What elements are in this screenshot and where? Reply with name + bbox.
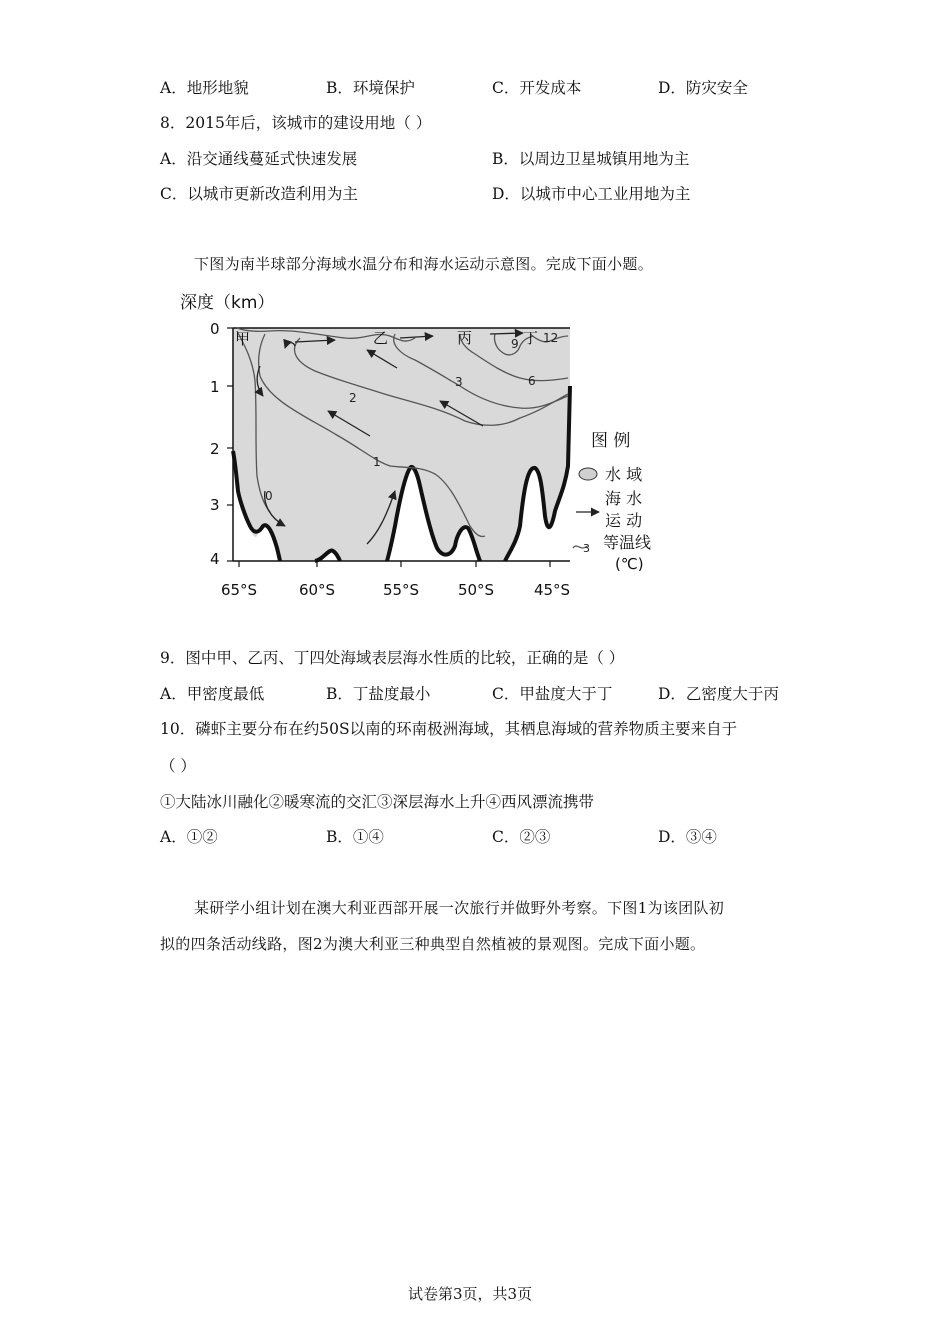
legend-isotherm-line2: (℃) [615,555,644,573]
q9-option-b: B．丁盐度最小 [326,685,431,703]
q9-option-d: D．乙密度大于丙 [658,685,779,703]
q8-option-b: B．以周边卫星城镇用地为主 [492,150,690,168]
lat-tick-50: 50°S [457,581,495,599]
legend-isotherm-sample: 3 [583,542,590,555]
q8-stem: 8．2015年后，该城市的建设用地（ ） [160,114,432,132]
q8-option-d: D．以城市中心工业用地为主 [492,185,691,203]
place-label-yi: 乙 [373,329,389,347]
place-label-jia: 甲 [235,330,251,348]
passage-australia-line2: 拟的四条活动线路，图2为澳大利亚三种典型自然植被的景观图。完成下面小题。 [160,935,706,953]
lat-tick-45: 45°S [533,581,571,599]
q9-option-c: C．甲盐度大于丁 [492,685,613,703]
q10-stem-line1: 10．磷虾主要分布在约50S以南的环南极洲海域，其栖息海域的营养物质主要来自于 [160,720,738,738]
passage-ocean-intro: 下图为南半球部分海域水温分布和海水运动示意图。完成下面小题。 [194,255,654,273]
legend-title: 图 例 [591,431,631,451]
lat-tick-65: 65°S [220,581,258,599]
q7-option-d: D．防灾安全 [658,79,748,97]
legend [573,431,651,573]
q8-option-a: A．沿交通线蔓延式快速发展 [160,150,358,168]
q10-option-c: C．②③ [492,828,551,846]
q10-option-b: B．①④ [326,828,384,846]
isotherm-label-6: 6 [528,374,536,388]
depth-tick-4: 4 [210,550,220,568]
legend-isotherm-line1: 等温线 [603,533,652,552]
isotherm-label-9: 9 [511,337,519,351]
q9-stem: 9．图中甲、乙丙、丁四处海域表层海水性质的比较，正确的是（ ） [160,649,625,667]
place-label-ding: 丁 [523,329,539,347]
q7-option-c: C．开发成本 [492,79,582,97]
depth-tick-marks [227,328,233,561]
isotherm-label-2: 2 [349,391,357,405]
legend-water-swatch [579,468,597,480]
lat-tick-marks [239,561,550,567]
isotherm-label-12: 12 [543,331,559,345]
q9-option-a: A．甲密度最低 [160,685,265,703]
q10-option-d: D．③④ [658,828,717,846]
y-axis-title: 深度（km） [180,293,275,313]
depth-tick-3: 3 [210,496,220,514]
q10-stem-line2: （ ） [160,757,196,775]
lat-tick-60: 60°S [298,581,336,599]
legend-water-label: 水 域 [605,465,643,484]
q10-option-a: A．①② [160,828,218,846]
depth-tick-0: 0 [210,320,220,338]
passage-australia-line1: 某研学小组计划在澳大利亚西部开展一次旅行并做野外考察。下图1为该团队初 [194,899,725,917]
q8-option-c: C．以城市更新改造利用为主 [160,185,358,203]
depth-tick-2: 2 [210,440,220,458]
lat-tick-55: 55°S [382,581,420,599]
legend-motion-line1: 海 水 [605,489,643,508]
isotherm-label-0: 0 [265,489,273,503]
depth-tick-1: 1 [210,378,220,396]
q10-choices: ①大陆冰川融化②暖寒流的交汇③深层海水上升④西风漂流携带 [160,793,595,811]
page-footer: 试卷第3页，共3页 [408,1285,533,1303]
isotherm-label-3: 3 [455,375,463,389]
q7-option-b: B．环境保护 [326,79,415,97]
q7-option-a: A．地形地貌 [160,79,249,97]
isotherm-label-1: 1 [373,455,381,469]
ocean-temperature-figure [175,286,665,606]
legend-motion-line2: 运 动 [605,511,643,530]
place-label-bing: 丙 [457,329,473,347]
